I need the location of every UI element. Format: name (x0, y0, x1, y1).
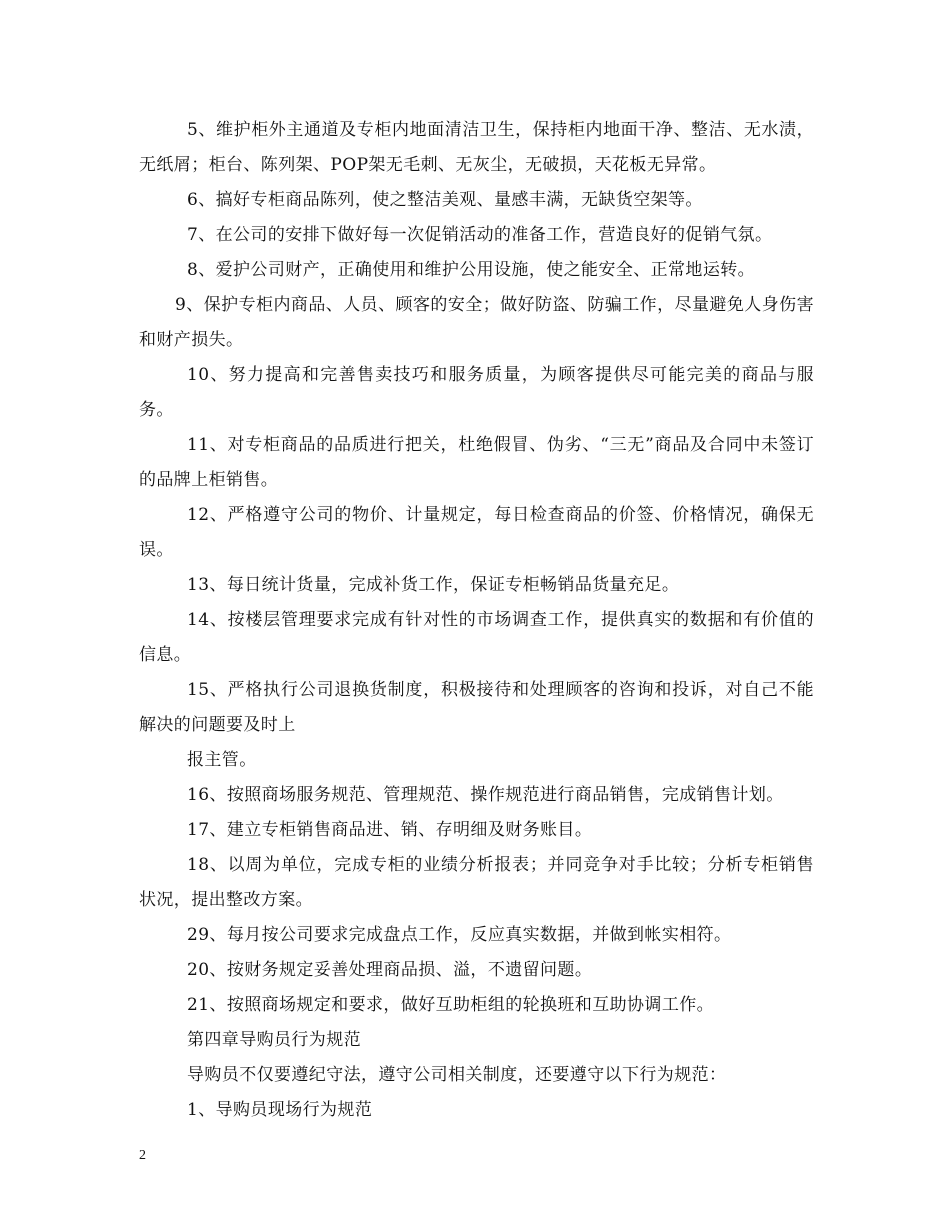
chapter-intro: 导购员不仅要遵纪守法，遵守公司相关制度，还要遵守以下行为规范： (187, 1065, 727, 1085)
paragraph-item-12: 12、严格遵守公司的物价、计量规定，每日检查商品的价签、价格情况，确保无误。 (139, 505, 814, 560)
chapter-heading: 第四章导购员行为规范 (187, 1030, 361, 1050)
paragraph-item-7: 7、在公司的安排下做好每一次促销活动的准备工作，营造良好的促销气氛。 (187, 225, 773, 245)
paragraph-item-17: 17、建立专柜销售商品进、销、存明细及财务账目。 (187, 820, 593, 840)
document-body (139, 113, 814, 1128)
section-heading: 1、导购员现场行为规范 (187, 1100, 373, 1120)
paragraph-item-29: 29、每月按公司要求完成盘点工作，反应真实数据，并做到帐实相符。 (187, 925, 732, 945)
paragraph-item-14: 14、按楼层管理要求完成有针对性的市场调查工作，提供真实的数据和有价值的信息。 (139, 610, 814, 665)
paragraph-item-9: 9、保护专柜内商品、人员、顾客的安全；做好防盗、防骗工作，尽量避免人身伤害和财产损失。 (139, 295, 814, 350)
page-number: 2 (139, 1148, 146, 1163)
paragraph-item-6: 6、搞好专柜商品陈列，使之整洁美观、量感丰满，无缺货空架等。 (187, 190, 703, 210)
paragraph-item-10: 10、努力提高和完善售卖技巧和服务质量，为顾客提供尽可能完美的商品与服务。 (139, 365, 814, 420)
paragraph-item-16: 16、按照商场服务规范、管理规范、操作规范进行商品销售，完成销售计划。 (187, 785, 784, 805)
paragraph-item-13: 13、每日统计货量，完成补货工作，保证专柜畅销品货量充足。 (187, 575, 680, 595)
paragraph-item-15: 15、严格执行公司退换货制度，积极接待和处理顾客的咨询和投诉，对自己不能解决的问题要及时上 (139, 680, 814, 735)
paragraph-item-11: 11、对专柜商品的品质进行把关，杜绝假冒、伪劣、“三无”商品及合同中未签订的品牌上柜销售。 (139, 435, 814, 490)
paragraph-item-21: 21、按照商场规定和要求，做好互助柜组的轮换班和互助协调工作。 (187, 995, 715, 1015)
paragraph-item-5: 5、维护柜外主通道及专柜内地面清洁卫生，保持柜内地面干净、整洁、无水渍，无纸屑；柜台、陈列架、POP架无毛刺、无灰尘，无破损，天花板无异常。 (139, 120, 814, 175)
paragraph-item-15-continued: 报主管。 (187, 750, 257, 770)
paragraph-item-18: 18、以周为单位，完成专柜的业绩分析报表；并同竞争对手比较；分析专柜销售状况，提出整改方案。 (139, 855, 814, 910)
paragraph-item-8: 8、爱护公司财产，正确使用和维护公用设施，使之能安全、正常地运转。 (187, 260, 756, 280)
paragraph-item-20: 20、按财务规定妥善处理商品损、溢，不遗留问题。 (187, 960, 593, 980)
